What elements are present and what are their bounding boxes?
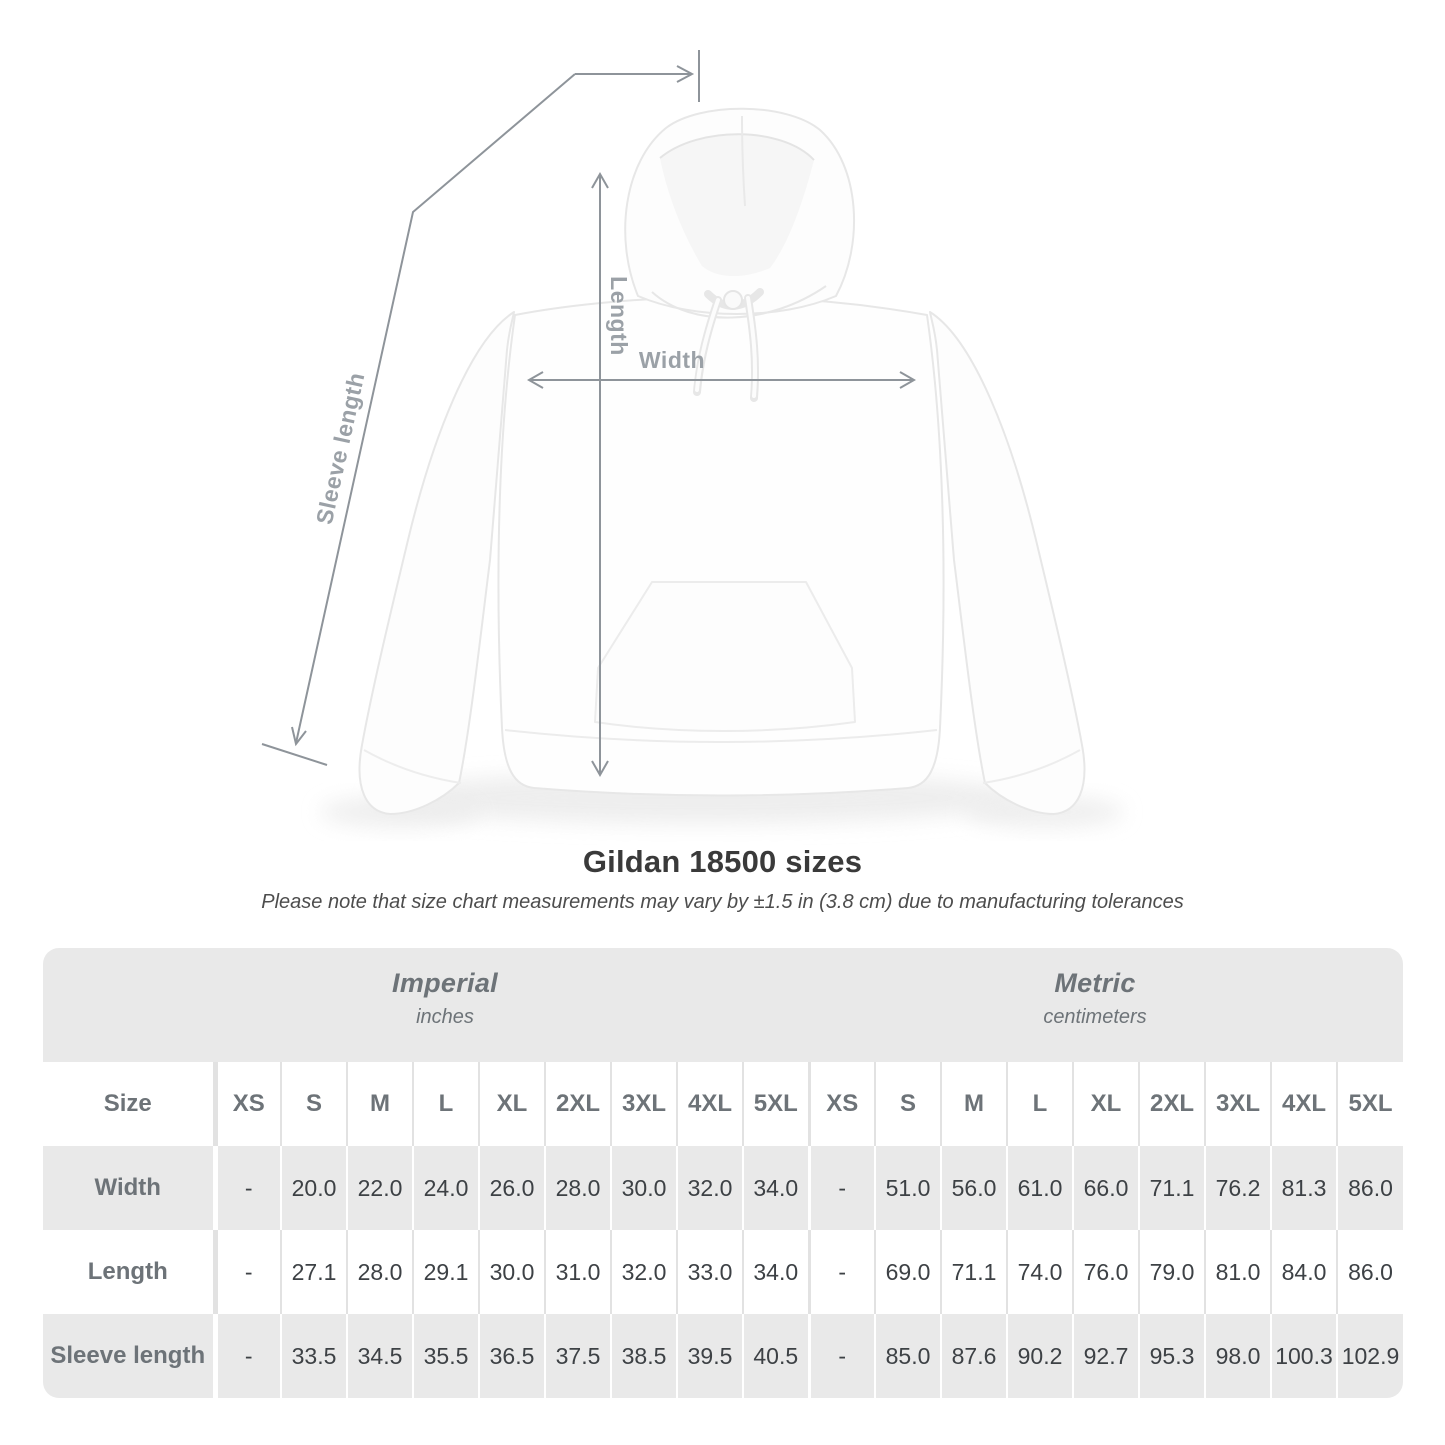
- size-value-cell: 85.0: [875, 1314, 941, 1398]
- size-col-header: 2XL: [1139, 1062, 1205, 1146]
- size-col-header: S: [281, 1062, 347, 1146]
- size-value-cell: 71.1: [1139, 1146, 1205, 1230]
- size-value-cell: 90.2: [1007, 1314, 1073, 1398]
- size-value-cell: 28.0: [545, 1146, 611, 1230]
- size-value-cell: -: [215, 1146, 281, 1230]
- size-value-cell: 92.7: [1073, 1314, 1139, 1398]
- metric-unit: centimeters: [1043, 1006, 1147, 1028]
- size-value-cell: 39.5: [677, 1314, 743, 1398]
- size-value-cell: 33.5: [281, 1314, 347, 1398]
- size-value-cell: 95.3: [1139, 1314, 1205, 1398]
- size-value-cell: 22.0: [347, 1146, 413, 1230]
- size-value-cell: 98.0: [1205, 1314, 1271, 1398]
- size-col-header: 3XL: [1205, 1062, 1271, 1146]
- size-value-cell: -: [215, 1314, 281, 1398]
- size-value-cell: 86.0: [1337, 1230, 1403, 1314]
- length-row: [43, 1230, 1403, 1314]
- size-col-header: XS: [809, 1062, 875, 1146]
- size-value-cell: 29.1: [413, 1230, 479, 1314]
- row-label: Width: [94, 1174, 161, 1201]
- size-col-header: S: [875, 1062, 941, 1146]
- size-value-cell: -: [809, 1314, 875, 1398]
- size-value-cell: 35.5: [413, 1314, 479, 1398]
- size-value-cell: 34.5: [347, 1314, 413, 1398]
- size-col-header: L: [1007, 1062, 1073, 1146]
- size-value-cell: -: [809, 1230, 875, 1314]
- size-value-cell: 32.0: [677, 1146, 743, 1230]
- size-value-cell: 20.0: [281, 1146, 347, 1230]
- size-value-cell: -: [809, 1146, 875, 1230]
- row-label: Sleeve length: [50, 1342, 206, 1369]
- size-col-header: 4XL: [677, 1062, 743, 1146]
- size-value-cell: 87.6: [941, 1314, 1007, 1398]
- size-value-cell: 71.1: [941, 1230, 1007, 1314]
- size-value-cell: 61.0: [1007, 1146, 1073, 1230]
- imperial-title: Imperial: [392, 968, 498, 998]
- width-row: [43, 1146, 1403, 1230]
- metric-title: Metric: [1054, 968, 1136, 998]
- row-label: Length: [87, 1258, 168, 1285]
- size-value-cell: 28.0: [347, 1230, 413, 1314]
- size-value-cell: 34.0: [743, 1230, 809, 1314]
- size-value-cell: 76.0: [1073, 1230, 1139, 1314]
- size-value-cell: 100.3: [1271, 1314, 1337, 1398]
- size-col-header: M: [347, 1062, 413, 1146]
- tolerance-note: Please note that size chart measurements may vary by ±1.5 in (3.8 cm) due to manufacturing tolerances: [261, 891, 1184, 913]
- size-value-cell: 81.0: [1205, 1230, 1271, 1314]
- size-chart-table: [43, 948, 1403, 1398]
- size-col-header: 4XL: [1271, 1062, 1337, 1146]
- size-value-cell: 66.0: [1073, 1146, 1139, 1230]
- size-col-header: 2XL: [545, 1062, 611, 1146]
- size-header-label: Size: [103, 1090, 152, 1117]
- size-value-cell: 26.0: [479, 1146, 545, 1230]
- hoodie-body: [498, 297, 943, 796]
- size-value-cell: 36.5: [479, 1314, 545, 1398]
- size-value-cell: 56.0: [941, 1146, 1007, 1230]
- size-col-header: M: [941, 1062, 1007, 1146]
- size-value-cell: 24.0: [413, 1146, 479, 1230]
- size-value-cell: 86.0: [1337, 1146, 1403, 1230]
- size-header-row: [43, 1062, 1403, 1146]
- size-col-header: 5XL: [1337, 1062, 1403, 1146]
- imperial-unit: inches: [416, 1006, 474, 1028]
- size-value-cell: -: [215, 1230, 281, 1314]
- size-value-cell: 102.9: [1337, 1314, 1403, 1398]
- size-value-cell: 40.5: [743, 1314, 809, 1398]
- size-value-cell: 32.0: [611, 1230, 677, 1314]
- size-value-cell: 30.0: [611, 1146, 677, 1230]
- size-value-cell: 38.5: [611, 1314, 677, 1398]
- unit-header-band: [43, 948, 1403, 1062]
- size-col-header: XL: [1073, 1062, 1139, 1146]
- size-col-header: L: [413, 1062, 479, 1146]
- size-col-header: 5XL: [743, 1062, 809, 1146]
- size-value-cell: 76.2: [1205, 1146, 1271, 1230]
- size-value-cell: 33.0: [677, 1230, 743, 1314]
- sleeve-length-row: [43, 1314, 1403, 1398]
- width-label: Width: [638, 347, 706, 373]
- size-value-cell: 81.3: [1271, 1146, 1337, 1230]
- hoodie-right-sleeve: [930, 312, 1084, 814]
- page-title: Gildan 18500 sizes: [582, 844, 863, 879]
- imperial-header: [392, 968, 498, 1029]
- size-value-cell: 84.0: [1271, 1230, 1337, 1314]
- size-value-cell: 27.1: [281, 1230, 347, 1314]
- size-col-header: XL: [479, 1062, 545, 1146]
- size-value-cell: 69.0: [875, 1230, 941, 1314]
- size-value-cell: 31.0: [545, 1230, 611, 1314]
- sleeve-length-label: Sleeve length: [310, 369, 370, 527]
- size-col-header: 3XL: [611, 1062, 677, 1146]
- size-value-cell: 74.0: [1007, 1230, 1073, 1314]
- size-value-cell: 79.0: [1139, 1230, 1205, 1314]
- hoodie-left-sleeve: [360, 312, 514, 814]
- metric-header: [1043, 968, 1146, 1029]
- size-value-cell: 37.5: [545, 1314, 611, 1398]
- size-value-cell: 30.0: [479, 1230, 545, 1314]
- size-col-header: XS: [215, 1062, 281, 1146]
- size-value-cell: 34.0: [743, 1146, 809, 1230]
- size-value-cell: 51.0: [875, 1146, 941, 1230]
- length-label: Length: [606, 276, 632, 356]
